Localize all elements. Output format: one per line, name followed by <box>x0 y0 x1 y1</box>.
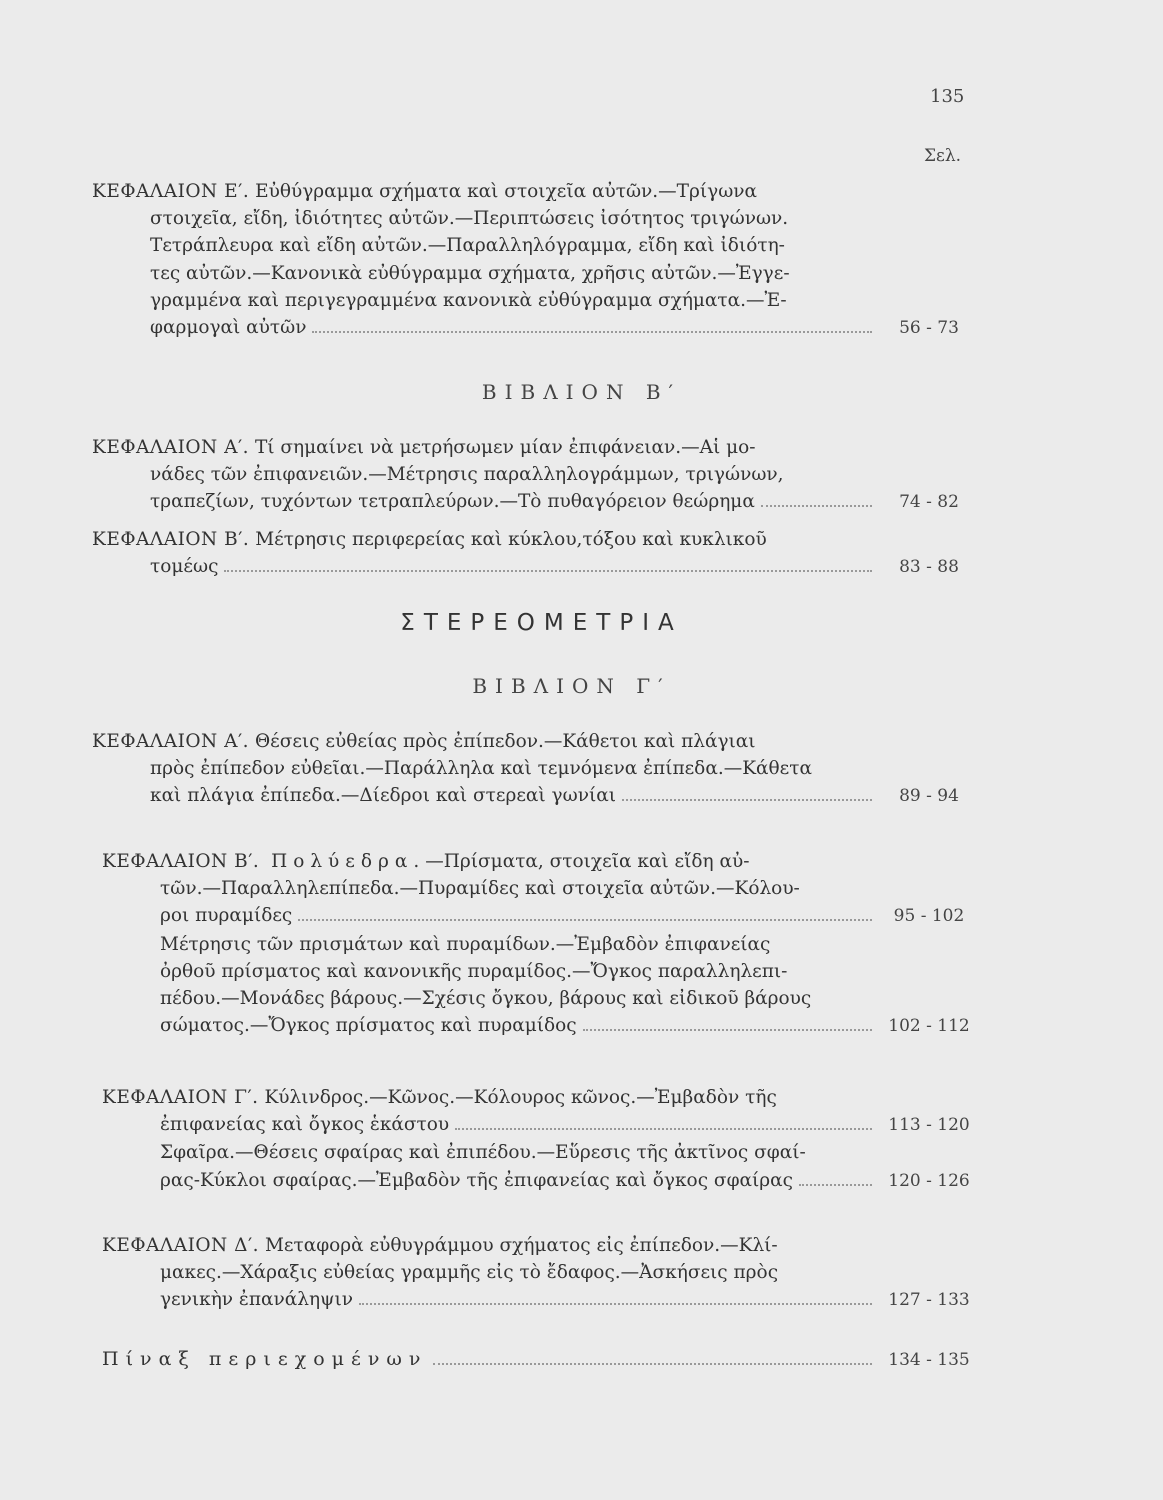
toc-text: τομέως <box>150 556 219 578</box>
toc-line <box>92 205 978 232</box>
pages-column-header: Σελ. <box>924 146 962 166</box>
toc-text: τῶν.—Παραλληλεπίπεδα.—Πυραμίδες καὶ στοιχεῖα αὐτῶν.—Κόλου- <box>160 878 800 900</box>
toc-line <box>102 985 978 1012</box>
book-b-heading: ΒΙΒΛΙΟΝ Β′ <box>481 380 682 404</box>
toc-line <box>92 178 978 205</box>
dot-leader <box>799 1184 872 1186</box>
toc-entry-index <box>102 1348 978 1371</box>
toc-text: Σφαῖρα.—Θέσεις σφαίρας καὶ ἐπιπέδου.—Εὕρεσις τῆς ἀκτῖνος σφαί- <box>160 1142 806 1164</box>
toc-line <box>92 287 978 314</box>
page-range: 127 - 133 <box>888 1290 970 1311</box>
page-range: 95 - 102 <box>893 906 965 927</box>
toc-text: τραπεζίων, τυχόντων τετραπλεύρων.—Τὸ πυθαγόρειον θεώρημα <box>150 491 755 513</box>
dot-leader <box>761 505 872 507</box>
chapter-label: ΚΕΦΑΛΑΙΟΝ Ε′. <box>92 181 250 202</box>
dot-leader <box>622 799 872 801</box>
toc-text: Τετράπλευρα καὶ εἴδη αὐτῶν.—Παραλληλόγραμμα, εἴδη καὶ ἰδιότη- <box>150 235 785 257</box>
chapter-label: ΚΕΦΑΛΑΙΟΝ Γ′. <box>102 1087 259 1108</box>
toc-line <box>102 958 978 985</box>
page-range: 134 - 135 <box>888 1350 970 1370</box>
chapter-label: ΚΕΦΑΛΑΙΟΝ Β′. <box>92 529 250 550</box>
dot-leader <box>312 331 872 333</box>
toc-text: στοιχεῖα, εἴδη, ἰδιότητες αὐτῶν.—Περιπτώσεις ἰσότητος τριγώνων. <box>150 208 789 230</box>
toc-text: καὶ πλάγια ἐπίπεδα.—Δίεδροι καὶ στερεαὶ γωνίαι <box>150 785 616 807</box>
toc-text: ρας-Κύκλοι σφαίρας.—Ἐμβαδὸν τῆς ἐπιφανείας καὶ ὄγκος σφαίρας <box>160 1169 793 1191</box>
chapter-label: ΚΕΦΑΛΑΙΟΝ Α′. <box>92 731 250 752</box>
toc-line <box>102 1084 978 1111</box>
dot-leader <box>583 1029 872 1031</box>
toc-text: τες αὐτῶν.—Κανονικὰ εὐθύγραμμα σχήματα, χρῆσις αὐτῶν.—Ἐγγε- <box>150 262 790 284</box>
page-number: 135 <box>930 86 965 107</box>
toc-line <box>92 526 978 553</box>
page-range: 56 - 73 <box>899 318 959 339</box>
toc-text: Τί σημαίνει νὰ μετρήσωμεν μίαν ἐπιφάνειαν.—Αἱ μο- <box>254 437 756 458</box>
toc-entry-book-b-chapter-b <box>92 526 978 581</box>
chapter-label: ΚΕΦΑΛΑΙΟΝ Δ′. <box>102 1235 260 1256</box>
toc-entry-book-g-chapter-g <box>102 1084 978 1195</box>
book-g-heading: ΒΙΒΛΙΟΝ Γ′ <box>472 674 671 698</box>
toc-line <box>102 848 978 875</box>
toc-line <box>102 1232 978 1259</box>
dot-leader <box>224 570 872 572</box>
toc-text: φαρμογαὶ αὐτῶν <box>150 317 307 339</box>
chapter-label: ΚΕΦΑΛΑΙΟΝ Β′. <box>102 851 260 872</box>
toc-text: Κύλινδρος.—Κῶνος.—Κόλουρος κῶνος.—Ἐμβαδὸν τῆς <box>264 1087 777 1108</box>
toc-line <box>102 875 978 902</box>
dot-leader <box>359 1303 872 1305</box>
toc-line <box>102 1012 978 1040</box>
toc-text: —Πρίσματα, στοιχεῖα καὶ εἴδη αὐ- <box>425 851 750 872</box>
page-range: 113 - 120 <box>888 1115 970 1136</box>
toc-text: πρὸς ἐπίπεδον εὐθεῖαι.—Παράλληλα καὶ τεμνόμενα ἐπίπεδα.—Κάθετα <box>150 758 812 780</box>
stereometry-heading: ΣΤΕΡΕΟΜΕΤΡΙΑ <box>400 610 683 636</box>
toc-line <box>92 782 978 810</box>
toc-line <box>92 314 978 342</box>
page-range: 120 - 126 <box>888 1170 970 1191</box>
toc-spaced-title: Πολύεδρα. <box>271 851 426 872</box>
toc-line <box>102 1167 978 1195</box>
page-range: 83 - 88 <box>899 557 959 578</box>
toc-line <box>102 1259 978 1286</box>
toc-text: Μεταφορὰ εὐθυγράμμου σχήματος εἰς ἐπίπεδον.—Κλί- <box>264 1235 778 1256</box>
chapter-label: ΚΕΦΑΛΑΙΟΝ Α′. <box>92 437 250 458</box>
toc-entry-book-g-chapter-d <box>102 1232 978 1315</box>
toc-text: Μέτρησις περιφερείας καὶ κύκλου,τόξου καὶ κυκλικοῦ <box>255 529 767 550</box>
toc-text: νάδες τῶν ἐπιφανειῶν.—Μέτρησις παραλληλογράμμων, τριγώνων, <box>150 464 784 486</box>
toc-text: ὀρθοῦ πρίσματος καὶ κανονικῆς πυραμίδος.—Ὄγκος παραλληλεπι- <box>160 960 788 982</box>
toc-text: Εὐθύγραμμα σχήματα καὶ στοιχεῖα αὐτῶν.—Τρίγωνα <box>255 181 758 202</box>
dot-leader <box>455 1128 872 1130</box>
toc-entry-book-b-chapter-a <box>92 434 978 517</box>
toc-line <box>102 1286 978 1314</box>
toc-line <box>92 728 978 755</box>
page-range: 74 - 82 <box>899 492 959 513</box>
toc-text: Μέτρησις τῶν πρισμάτων καὶ πυραμίδων.—Ἐμβαδὸν ἐπιφανείας <box>160 933 771 955</box>
toc-text: Θέσεις εὐθείας πρὸς ἐπίπεδον.—Κάθετοι καὶ πλάγιαι <box>254 731 756 752</box>
dot-leader <box>433 1363 872 1365</box>
toc-line <box>92 553 978 581</box>
page-range: 102 - 112 <box>888 1016 970 1037</box>
toc-text: μακες.—Χάραξις εὐθείας γραμμῆς εἰς τὸ ἔδαφος.—Ἀσκήσεις πρὸς <box>160 1262 779 1284</box>
toc-line <box>102 1111 978 1139</box>
toc-text: γραμμένα καὶ περιγεγραμμένα κανονικὰ εὐθύγραμμα σχήματα.—Ἐ- <box>150 289 787 311</box>
toc-entry-book-g-chapter-b <box>102 848 978 1040</box>
toc-entry-book-g-chapter-a <box>92 728 978 811</box>
toc-text: ροι πυραμίδες <box>160 905 293 927</box>
toc-line <box>92 260 978 287</box>
toc-text: ἐπιφανείας καὶ ὄγκος ἑκάστου <box>160 1114 450 1136</box>
index-label: Πίναξ περιεχομένων <box>102 1348 428 1370</box>
page-range: 89 - 94 <box>899 786 959 807</box>
toc-line <box>92 755 978 782</box>
toc-text: σώματος.—Ὄγκος πρίσματος καὶ πυραμίδος <box>160 1015 577 1037</box>
toc-line <box>92 434 978 461</box>
toc-entry-chapter-e <box>92 178 978 342</box>
toc-line <box>102 902 978 930</box>
toc-text: γενικὴν ἐπανάληψιν <box>160 1289 354 1311</box>
toc-line <box>92 232 978 259</box>
dot-leader <box>298 919 872 921</box>
toc-line <box>102 1139 978 1166</box>
toc-line <box>92 488 978 516</box>
toc-line <box>102 931 978 958</box>
toc-line <box>92 461 978 488</box>
toc-text: πέδου.—Μονάδες βάρους.—Σχέσις ὄγκου, βάρους καὶ εἰδικοῦ βάρους <box>160 988 812 1010</box>
